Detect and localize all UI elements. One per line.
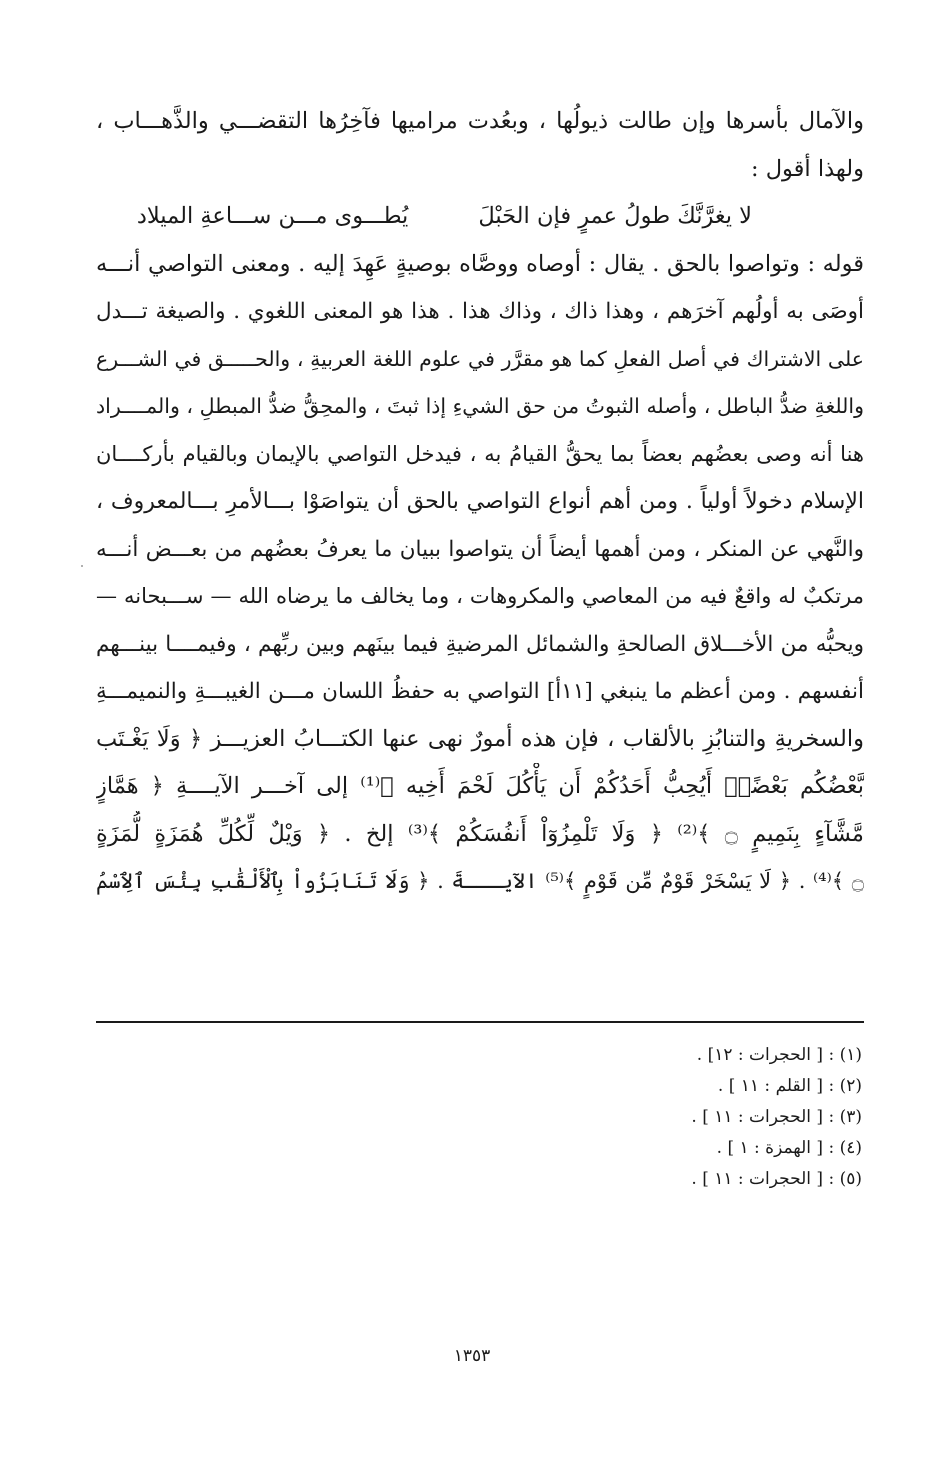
verse-second-hemistich: يُطـــوى مـــن ســـاعةِ الميلاد: [136, 203, 409, 229]
text-line-10: والنَّهي عن المنكر ، ومن أهمها أيضاً أن يتواصوا ببيان ما يعرفُ بعضُهم من بعـــض أنـــه: [96, 536, 864, 562]
footnote-4: (٤) : [ الهمزة : ١ ] .: [716, 1138, 862, 1158]
footnote-3: (٣) : [ الحجرات : ١١ ] .: [691, 1107, 862, 1127]
poetry-verse: [96, 193, 864, 241]
quran-line-15: بَّعْضُكُم بَعْضًاۚ أَيُحِبُّ أَحَدُكُمْ أَن يَأْكُلَ لَحْمَ أَخِيه ﴾⁽¹⁾ إلى آخـــر الآيــــةِ ﴿ هَمَّازٍ: [96, 773, 864, 799]
text-line-11: مرتكبٌ له واقعٌ فيه من المعاصي والمكروهات ، وما يخالف ما يرضاه الله — ســـبحانه —: [96, 584, 864, 608]
text-line-8: هنا أنه وصى بعضُهم بعضاً بما يحقُّ القيامُ به ، فيدخل التواصي بالإيمان وبالقيام بأركــــان: [96, 441, 864, 466]
text-line-1: والآمال بأسرها وإن طالت ذيولُها ، وبعُدت مراميها فآخِرُها التقضـــي والذَّهـــاب ،: [96, 108, 864, 134]
text-line-12: ويحبُّه من الأخـــلاق الصالحةِ والشمائل المرضيةِ فيما بينَهم وبين ربِّهم ، وفيمــــا بينـــهم: [96, 631, 864, 657]
text-line-13: أنفسهم . ومن أعظم ما ينبغي [١١أ] التواصي به حفظُ اللسان مـــن الغيبـــةِ والنميمـــةِ: [96, 679, 864, 704]
footnote-1: (١) : [ الحجرات : ١٢] .: [696, 1045, 862, 1065]
text-line-7: واللغةِ ضدُّ الباطل ، وأصله الثبوتُ من حق الشيءِ إذا ثبتَ ، والمحِقُّ ضدُّ المبطلِ ، والمــــراد: [96, 394, 864, 418]
text-line-5: أوصَى به أولُهم آخرَهم ، وهذا ذاك ، وذاك هذا . هذا هو المعنى اللغوي . والصيغة تـــدل: [96, 299, 864, 324]
quran-line-16: مَّشَّآءٍ بِنَمِيمٍ ۝ ﴾⁽²⁾ ﴿ وَلَا تَلْمِزُوٓاْ أَنفُسَكُمْ ﴾⁽³⁾ إلخ . ﴿ وَيْلٌ لِّكُلِّ هُمَزَةٍ لُّمَزَةٍ: [96, 820, 864, 847]
footnote-separator: [96, 1021, 864, 1023]
main-text-block: [96, 98, 864, 906]
text-line-4: قوله : وتواصوا بالحق . يقال : أوصاه ووصَّاه بوصيةٍ عَهِدَ إليه . ومعنى التواصي أنـــه: [96, 250, 864, 277]
text-line-14: والسخريةِ والتنابُزِ بالألقاب ، فإن هذه أمورٌ نهى عنها الكتـــابُ العزيـــز ﴿ وَلَا يَغْـتَب: [96, 725, 864, 752]
text-line-6: على الاشتراك في أصل الفعلِ كما هو مقرَّر في علوم اللغة العربيةِ ، والحـــــق في الشـــرع: [96, 346, 864, 371]
verse-first-hemistich: لا يغرَّنَّكَ طولُ عمرٍ فإن الحَبْلَ: [478, 203, 752, 229]
footnotes: [462, 1040, 862, 1195]
page-number: ١٣٥٣: [453, 1346, 491, 1366]
footnote-2: (٢) : [ القلم : ١١ ] .: [717, 1076, 862, 1096]
text-line-2: ولهذا أقول :: [750, 155, 864, 182]
footnote-5: (٥) : [ الحجرات : ١١ ] .: [691, 1169, 862, 1189]
quran-line-17: ۝ ﴾⁽⁴⁾ . ﴿ لَا يَسْخَرْ قَوْمٌ مِّن قَوْمٍ ﴾⁽⁵⁾ الآيـــةَ . ﴿ وَلَا تَنَابَزُواْ بِٱلْأَلْقَٰبِ بِئْسَ ٱلِٱسْمُ: [96, 869, 864, 893]
margin-speck: [81, 565, 83, 567]
text-line-9: الإسلام دخولاً أولياً . ومن أهم أنواع التواصي بالحق أن يتواصَوْا بـــالأمرِ بـــالمعروف ،: [96, 489, 864, 514]
